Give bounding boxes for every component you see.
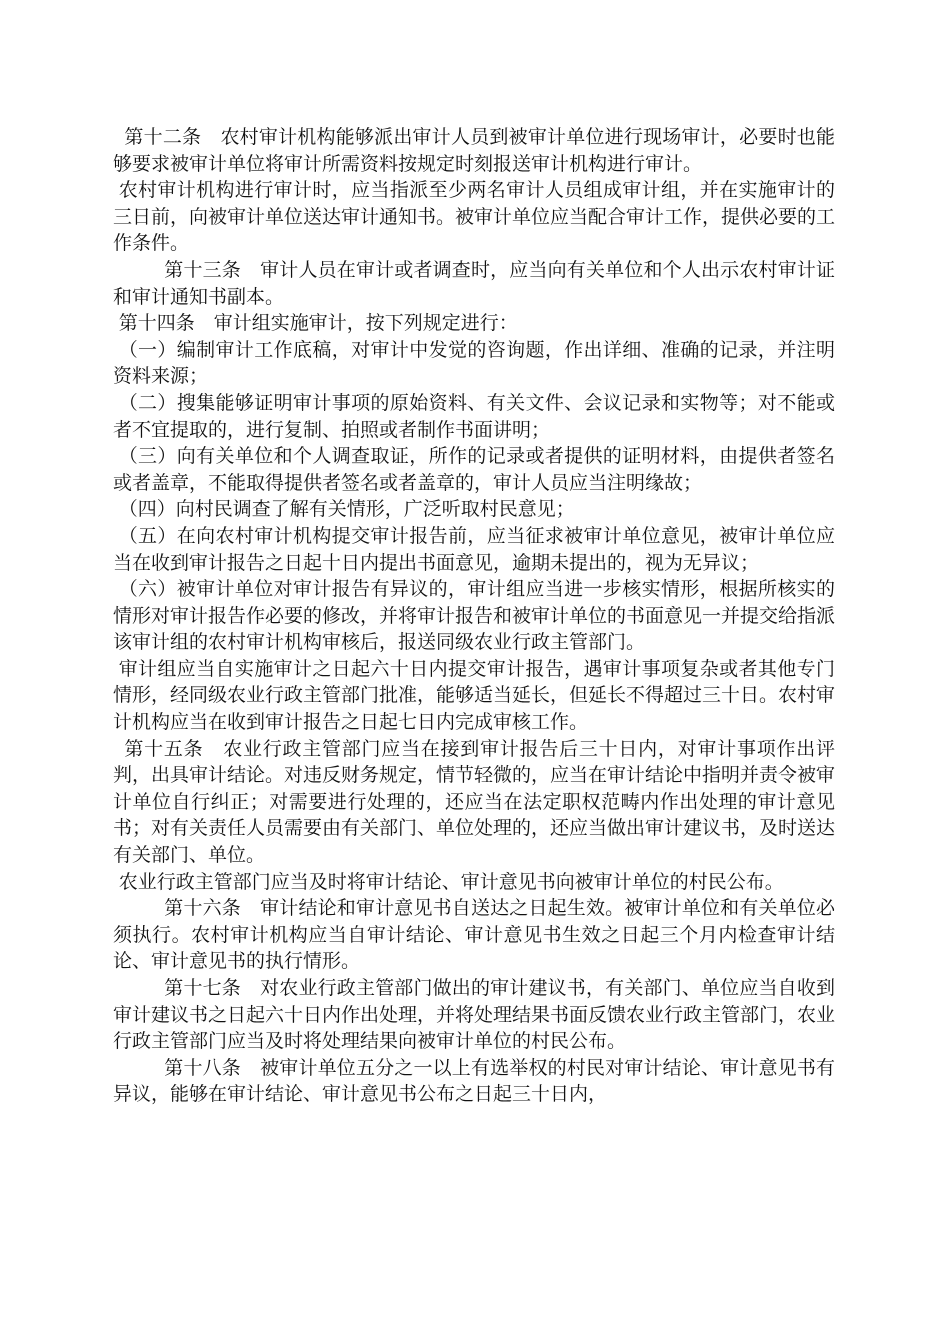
paragraph-article-18: 第十八条 被审计单位五分之一以上有选举权的村民对审计结论、审计意见书有异议，能够在审计结论、审计意见书公布之日起三十日内， <box>113 1056 835 1106</box>
paragraph-article-17: 第十七条 对农业行政主管部门做出的审计建议书，有关部门、单位应当自收到审计建议书之日起六十日内作出处理，并将处理结果书面反馈农业行政主管部门，农业行政主管部门应当及时将处理结果向被审计单位的村民公布。 <box>113 977 836 1053</box>
paragraph-audit-team: 农村审计机构进行审计时，应当指派至少两名审计人员组成审计组，并在实施审计的三日前，向被审计单位送达审计通知书。被审计单位应当配合审计工作，提供必要的工作条件。 <box>113 179 836 255</box>
paragraph-publication: 农业行政主管部门应当及时将审计结论、审计意见书向被审计单位的村民公布。 <box>118 870 784 893</box>
paragraph-report-deadline: 审计组应当自实施审计之日起六十日内提交审计报告，遇审计事项复杂或者其他专门情形，经同级农业行政主管部门批准，能够适当延长，但延长不得超过三十日。农村审计机构应当在收到审计报告之日起七日内完成审核工作。 <box>113 657 836 734</box>
list-item-5: （五）在向农村审计机构提交审计报告前，应当征求被审计单位意见，被审计单位应当在收到审计报告之日起十日内提出书面意见，逾期未提出的，视为无异议； <box>113 524 835 574</box>
list-item-1: （一）编制审计工作底稿，对审计中发觉的咨询题，作出详细、准确的记录，并注明资料来源； <box>113 338 835 388</box>
list-item-3: （三）向有关单位和个人调查取证，所作的记录或者提供的证明材料，由提供者签名或者盖章，不能取得提供者签名或者盖章的，审计人员应当注明缘故； <box>113 445 835 494</box>
paragraph-article-16: 第十六条 审计结论和审计意见书自送达之日起生效。被审计单位和有关单位必须执行。农村审计机构应当自审计结论、审计意见书生效之日起三个月内检查审计结论、审计意见书的执行情形。 <box>113 897 835 973</box>
list-item-4: （四）向村民调查了解有关情形，广泛听取村民意见； <box>118 498 575 521</box>
paragraph-article-15: 第十五条 农业行政主管部门应当在接到审计报告后三十日内，对审计事项作出评判，出具审计结论。对违反财务规定，情节轻微的，应当在审计结论中指明并责令被审计单位自行纠正；对需要进行处理的，还应当在法定职权范畴内作出处理的审计意见书；对有关责任人员需要由有关部门、单位处理的，还应当做出审计建议书，及时送达有关部门、单位。 <box>113 737 836 867</box>
document-page <box>113 124 835 1108</box>
paragraph-article-12: 第十二条 农村审计机构能够派出审计人员到被审计单位进行现场审计，必要时也能够要求被审计单位将审计所需资料按规定时刻报送审计机构进行审计。 <box>113 126 835 175</box>
paragraph-article-14: 第十四条 审计组实施审计，按下列规定进行： <box>118 312 518 335</box>
list-item-6: （六）被审计单位对审计报告有异议的，审计组应当进一步核实情形，根据所核实的情形对审计报告作必要的修改，并将审计报告和被审计单位的书面意见一并提交给指派该审计组的农村审计机构审核后，报送同级农业行政主管部门。 <box>113 578 836 654</box>
list-item-2: （二）搜集能够证明审计事项的原始资料、有关文件、会议记录和实物等；对不能或者不宜提取的，进行复制、拍照或者制作书面讲明； <box>113 391 835 441</box>
paragraph-article-13: 第十三条 审计人员在审计或者调查时，应当向有关单位和个人出示农村审计证和审计通知书副本。 <box>113 258 835 308</box>
